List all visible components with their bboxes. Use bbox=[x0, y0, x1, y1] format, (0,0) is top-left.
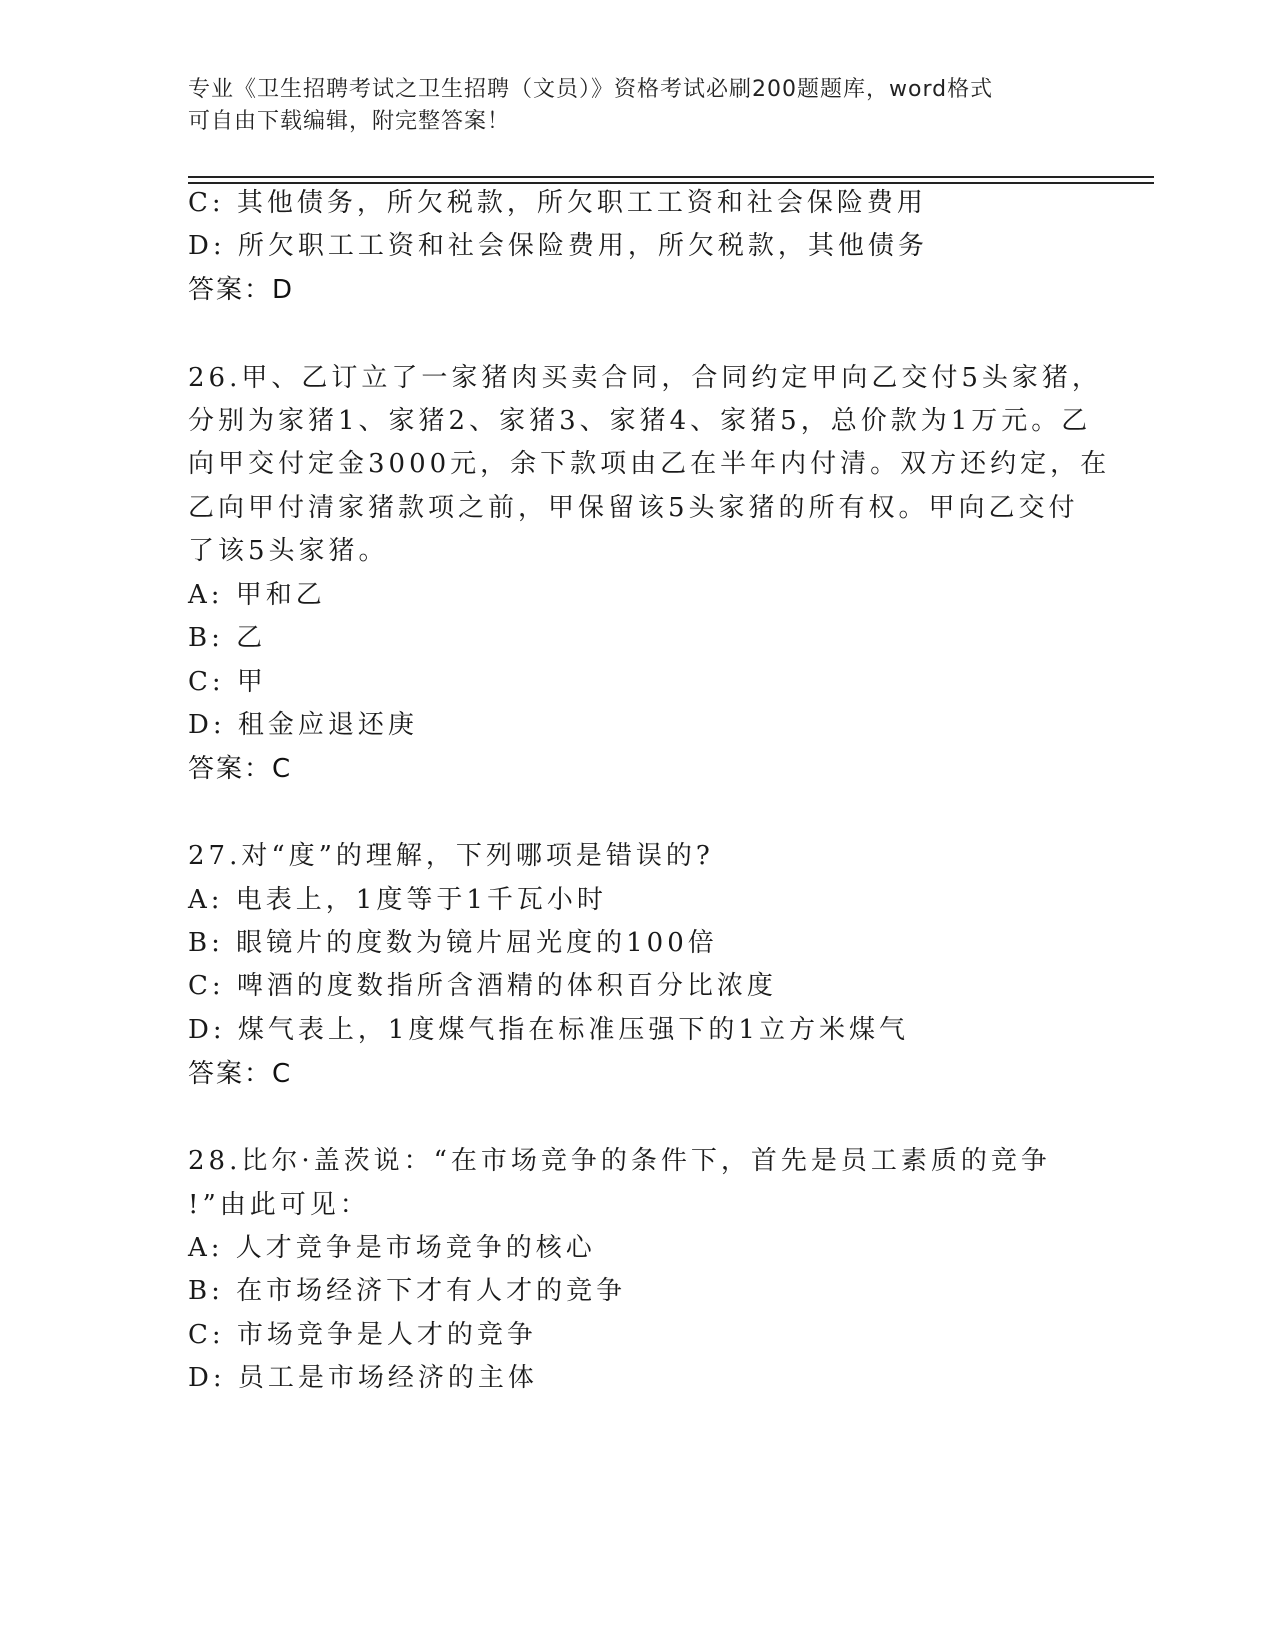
q25-option-d: D: 所欠职工工资和社会保险费用，所欠税款，其他债务 bbox=[188, 231, 928, 261]
header-divider-top bbox=[188, 176, 1154, 178]
q25-answer: 答案：D bbox=[188, 275, 295, 305]
q27-option-b: B: 眼镜片的度数为镜片屈光度的100倍 bbox=[188, 928, 718, 958]
q26-option-d: D: 租金应退还庚 bbox=[188, 710, 418, 740]
q28-option-d: D: 员工是市场经济的主体 bbox=[188, 1363, 538, 1393]
q27-answer: 答案：C bbox=[188, 1059, 293, 1089]
q28-option-c: C: 市场竞争是人才的竞争 bbox=[188, 1320, 537, 1350]
q28-stem-line-2: !”由此可见： bbox=[188, 1190, 370, 1220]
document-header bbox=[188, 74, 1088, 138]
q26-stem-line-1: 26.甲、乙订立了一家猪肉买卖合同，合同约定甲向乙交付5头家猪， bbox=[188, 363, 1102, 393]
q26-stem-line-3: 向甲交付定金3000元，余下款项由乙在半年内付清。双方还约定，在 bbox=[188, 449, 1111, 479]
q27-option-a: A: 电表上，1度等于1千瓦小时 bbox=[188, 885, 607, 915]
q26-option-b: B: 乙 bbox=[188, 623, 267, 653]
q27-option-d: D: 煤气表上，1度煤气指在标准压强下的1立方米煤气 bbox=[188, 1015, 909, 1045]
q26-option-a: A: 甲和乙 bbox=[188, 580, 326, 610]
header-title-line-2: 可自由下载编辑，附完整答案！ bbox=[188, 109, 511, 134]
q26-answer: 答案：C bbox=[188, 754, 293, 784]
q27-option-c: C: 啤酒的度数指所含酒精的体积百分比浓度 bbox=[188, 971, 777, 1001]
q25-option-c: C: 其他债务，所欠税款，所欠职工工资和社会保险费用 bbox=[188, 188, 927, 218]
header-divider-bottom bbox=[188, 182, 1154, 184]
q26-stem-line-2: 分别为家猪1、家猪2、家猪3、家猪4、家猪5，总价款为1万元。乙 bbox=[188, 406, 1092, 436]
header-title-line-1: 专业《卫生招聘考试之卫生招聘（文员）》资格考试必刷200题题库，word格式 bbox=[188, 77, 994, 102]
q28-option-b: B: 在市场经济下才有人才的竞争 bbox=[188, 1276, 627, 1306]
q27-stem: 27.对“度”的理解，下列哪项是错误的? bbox=[188, 841, 714, 871]
q28-stem-line-1: 28.比尔·盖茨说：“在市场竞争的条件下，首先是员工素质的竞争 bbox=[188, 1146, 1051, 1176]
q26-stem-line-5: 了该5头家猪。 bbox=[188, 536, 389, 566]
q26-stem-line-4: 乙向甲付清家猪款项之前，甲保留该5头家猪的所有权。甲向乙交付 bbox=[188, 493, 1079, 523]
q26-option-c: C: 甲 bbox=[188, 667, 267, 697]
q28-option-a: A: 人才竞争是市场竞争的核心 bbox=[188, 1233, 596, 1263]
